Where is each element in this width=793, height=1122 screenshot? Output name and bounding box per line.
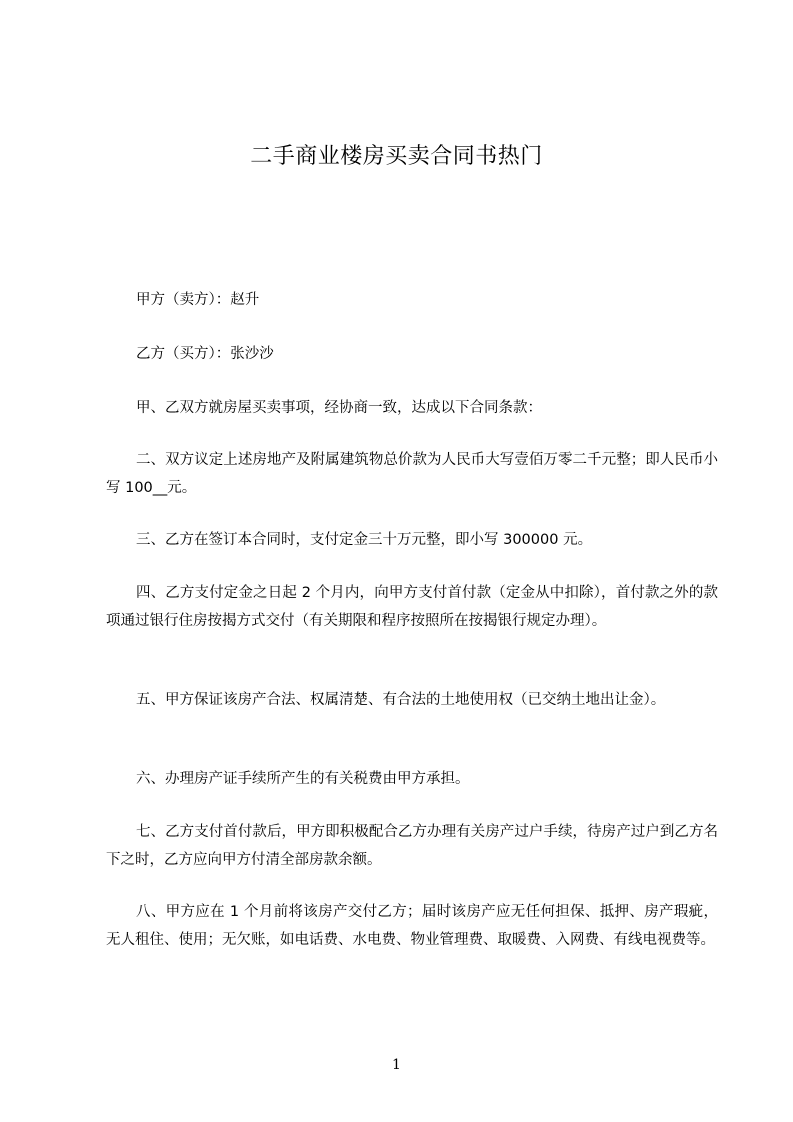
- clause-8-delivery: 八、甲方应在 1 个月前将该房产交付乙方；届时该房产应无任何担保、抵押、房产瑕疵，无人租住、使用；无欠账，如电话费、水电费、物业管理费、取暖费、入网费、有线电视费等。: [106, 904, 718, 948]
- contract-intro: 甲、乙双方就房屋买卖事项，经协商一致，达成以下合同条款：: [136, 400, 542, 416]
- party-b-buyer: 乙方（买方）：张沙沙: [136, 346, 274, 362]
- clause-7-transfer: 七、乙方支付首付款后，甲方即积极配合乙方办理有关房产过户手续，待房产过户到乙方名下之时，乙方应向甲方付清全部房款余额。: [106, 824, 718, 868]
- party-a-seller: 甲方（卖方）：赵升: [136, 292, 260, 308]
- clause-3-deposit: 三、乙方在签订本合同时，支付定金三十万元整，即小写 300000 元。: [136, 532, 593, 548]
- document-title: 二手商业楼房买卖合同书热门: [250, 144, 543, 169]
- page-number: 1: [392, 1057, 401, 1073]
- clause-2-total-price: 二、双方议定上述房地产及附属建筑物总价款为人民币大写壹佰万零二千元整；即人民币小写 100__元。: [106, 452, 718, 496]
- clause-5-seller-guarantee: 五、甲方保证该房产合法、权属清楚、有合法的土地使用权（已交纳土地出让金）。: [136, 692, 666, 708]
- clause-6-taxes: 六、办理房产证手续所产生的有关税费由甲方承担。: [136, 771, 470, 787]
- clause-4-down-payment: 四、乙方支付定金之日起 2 个月内，向甲方支付首付款（定金从中扣除），首付款之外的款项通过银行住房按揭方式交付（有关期限和程序按照所在按揭银行规定办理）。: [106, 585, 718, 629]
